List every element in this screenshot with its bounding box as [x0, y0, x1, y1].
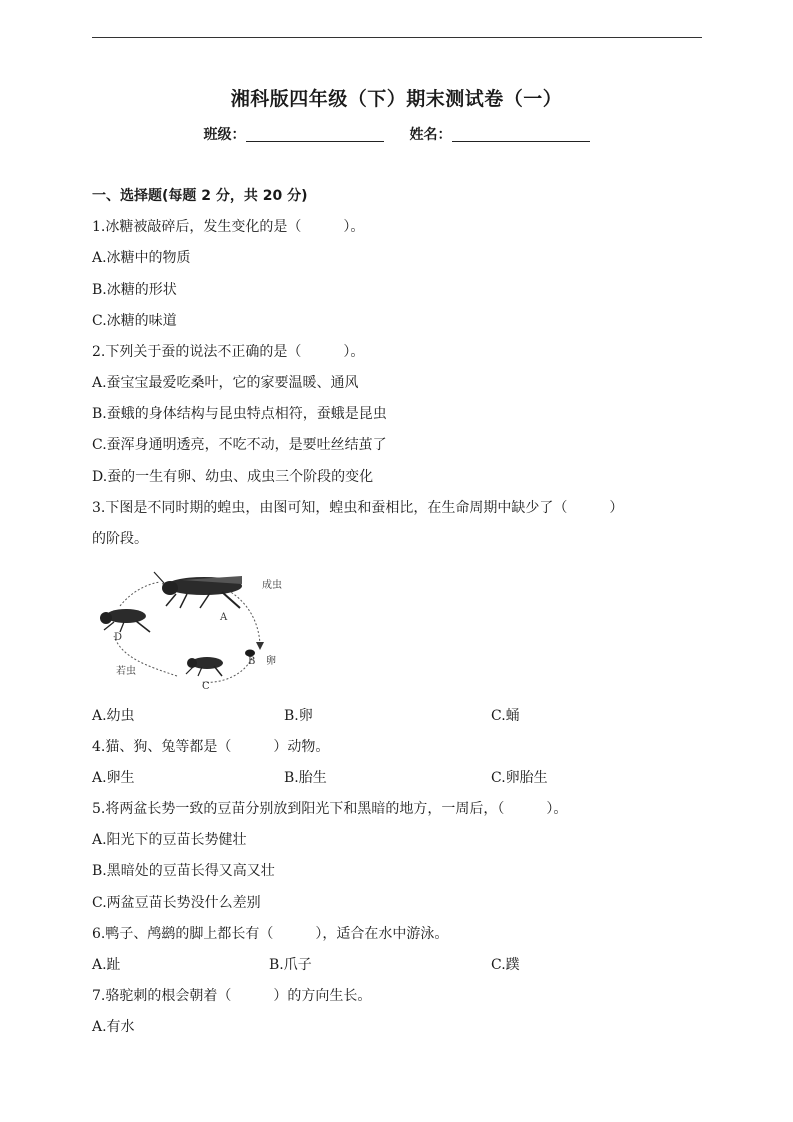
q1-option-b: B.冰糖的形状 — [92, 282, 177, 298]
cycle-arc-upper-left — [120, 582, 160, 606]
q4-option-a: A.卵生 — [92, 770, 135, 786]
q5-option-b: B.黑暗处的豆苗长得又高又壮 — [92, 863, 275, 879]
q1-option-a: A.冰糖中的物质 — [92, 250, 191, 266]
name-label: 姓名： — [409, 127, 452, 143]
q7-stem: 7.骆驼刺的根会朝着（ ）的方向生长。 — [92, 988, 372, 1004]
name-blank[interactable] — [452, 127, 590, 142]
q2-option-a: A.蚕宝宝最爱吃桑叶，它的家要温暖、通风 — [92, 375, 359, 391]
class-label: 班级： — [203, 127, 246, 143]
q5-stem: 5.将两盆长势一致的豆苗分别放到阳光下和黑暗的地方，一周后，（ ）。 — [92, 801, 568, 817]
q2-stem: 2.下列关于蚕的说法不正确的是（ ）。 — [92, 344, 365, 360]
q4-stem: 4.猫、狗、兔等都是（ ）动物。 — [92, 739, 330, 755]
arrowhead-1 — [256, 642, 264, 650]
q3-stem-line2: 的阶段。 — [92, 531, 148, 547]
page-title: 湘科版四年级（下）期末测试卷（一） — [230, 88, 563, 110]
q6-option-a: A.趾 — [92, 957, 121, 973]
label-c: C — [202, 681, 210, 692]
q5-option-c: C.两盆豆苗长势没什么差别 — [92, 895, 261, 911]
q2-option-d: D.蚕的一生有卵、幼虫、成虫三个阶段的变化 — [92, 469, 374, 485]
q3-option-a: A.幼虫 — [92, 708, 135, 724]
q3-option-c: C.蛹 — [491, 708, 520, 724]
q7-option-a: A.有水 — [92, 1019, 135, 1035]
label-a: A — [220, 612, 228, 623]
adult-locust-icon — [154, 572, 242, 608]
q1-option-c: C.冰糖的味道 — [92, 313, 177, 329]
q4-option-b: B.胎生 — [284, 770, 327, 786]
label-egg: 卵 — [266, 656, 276, 667]
locust-life-cycle-figure — [92, 566, 292, 692]
class-blank[interactable] — [246, 127, 384, 142]
q6-option-c: C.蹼 — [491, 957, 520, 973]
q5-option-a: A.阳光下的豆苗长势健壮 — [92, 832, 247, 848]
q2-option-b: B.蚕蛾的身体结构与昆虫特点相符，蚕蛾是昆虫 — [92, 406, 387, 422]
header-rule — [92, 37, 702, 38]
label-nymph: 若虫 — [116, 666, 136, 677]
q2-option-c: C.蚕浑身通明透亮，不吃不动，是要吐丝结茧了 — [92, 437, 387, 453]
label-b: B — [248, 656, 256, 667]
q3-stem-line1: 3.下图是不同时期的蝗虫，由图可知，蝗虫和蚕相比，在生命周期中缺少了（ ） — [92, 500, 624, 516]
nymph-d-icon — [100, 609, 150, 632]
label-d: D — [114, 632, 123, 643]
q6-stem: 6.鸭子、鸬鹚的脚上都长有（ ），适合在水中游泳。 — [92, 926, 449, 942]
q3-option-b: B.卵 — [284, 708, 313, 724]
q1-stem: 1.冰糖被敲碎后，发生变化的是（ ）。 — [92, 219, 365, 235]
nymph-c-icon — [186, 657, 223, 676]
label-adult: 成虫 — [262, 580, 282, 591]
student-info-row — [0, 124, 793, 144]
q6-option-b: B.爪子 — [269, 957, 312, 973]
section-heading: 一、选择题(每题 2 分，共 20 分) — [92, 188, 308, 204]
q4-option-c: C.卵胎生 — [491, 770, 548, 786]
